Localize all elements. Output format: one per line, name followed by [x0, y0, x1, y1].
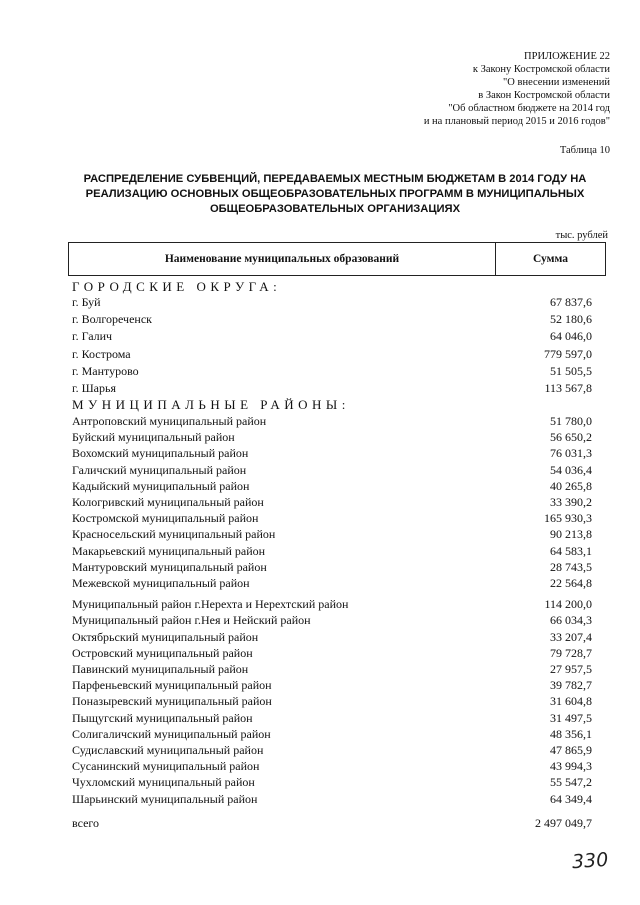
- municipality-name: Буйский муниципальный район: [72, 430, 235, 445]
- subsidy-amount: 76 031,3: [550, 446, 592, 461]
- municipality-name: Островский муниципальный район: [72, 645, 253, 660]
- table-row: [72, 429, 592, 445]
- municipality-name: Костромской муниципальный район: [72, 511, 259, 526]
- appendix-line: ПРИЛОЖЕНИЕ 22: [524, 51, 610, 62]
- page-number: 330: [571, 848, 609, 874]
- municipality-name: Октябрьский муниципальный район: [72, 629, 259, 644]
- table-row: [72, 311, 592, 327]
- subsidy-amount: 47 865,9: [550, 743, 592, 757]
- table-row: [72, 559, 592, 575]
- total-row: [72, 815, 592, 831]
- table-row: [72, 526, 592, 542]
- municipality-name: Мантуровский муниципальный район: [72, 559, 267, 574]
- table-row: [72, 462, 592, 478]
- appendix-line: "О внесении изменений: [503, 77, 610, 88]
- subsidy-amount: 67 837,6: [550, 295, 592, 309]
- subsidy-amount: 113 567,8: [544, 381, 592, 395]
- table-row: [72, 774, 592, 790]
- municipality-name: Красносельский муниципальный район: [72, 527, 276, 542]
- table-row: [72, 363, 592, 379]
- section-municipal-districts: МУНИЦИПАЛЬНЫЕ РАЙОНЫ:: [72, 397, 350, 412]
- table-row: [72, 677, 592, 693]
- subsidy-amount: 40 265,8: [550, 478, 592, 493]
- subsidy-amount: 165 930,3: [544, 511, 592, 526]
- total-label: всего: [72, 816, 100, 830]
- subsidy-amount: 48 356,1: [550, 726, 592, 741]
- subsidy-amount: 51 780,0: [550, 414, 592, 428]
- municipality-name: Антроповский муниципальный район: [72, 414, 267, 428]
- municipality-name: Солигаличский муниципальный район: [72, 726, 271, 741]
- subsidy-amount: 64 046,0: [550, 329, 592, 344]
- title-line: ОБЩЕОБРАЗОВАТЕЛЬНЫХ ОРГАНИЗАЦИЯХ: [209, 203, 461, 215]
- table-row: [72, 380, 592, 396]
- subsidy-amount: 54 036,4: [550, 462, 592, 477]
- subsidy-amount: 66 034,3: [550, 613, 592, 628]
- subsidy-amount: 51 505,5: [550, 363, 592, 378]
- table-row: [72, 494, 592, 510]
- subsidy-amount: 31 604,8: [550, 694, 592, 709]
- table-row: [72, 693, 592, 709]
- municipality-name: Кологривский муниципальный район: [72, 495, 264, 509]
- municipality-name: Муниципальный район г.Нерехта и Нерехтский район: [72, 597, 349, 612]
- table-row: [72, 328, 592, 344]
- subsidy-amount: 27 957,5: [550, 662, 592, 676]
- appendix-line: и на плановый период 2015 и 2016 годов": [423, 116, 610, 127]
- header-sum: Сумма: [533, 253, 568, 265]
- title-line: РАСПРЕДЕЛЕНИЕ СУБВЕНЦИЙ, ПЕРЕДАВАЕМЫХ МЕСТНЫМ БЮДЖЕТАМ В 2014 ГОДУ НА: [83, 173, 587, 185]
- subsidy-amount: 52 180,6: [550, 312, 592, 327]
- title-line: РЕАЛИЗАЦИЮ ОСНОВНЫХ ОБЩЕОБРАЗОВАТЕЛЬНЫХ ПРОГРАММ В МУНИЦИПАЛЬНЫХ: [85, 188, 585, 200]
- appendix-line: в Закон Костромской области: [478, 90, 610, 101]
- table-row: [72, 543, 592, 559]
- appendix-heading: [424, 50, 610, 128]
- table-row: [72, 612, 592, 628]
- municipality-name: Галичский муниципальный район: [72, 462, 247, 477]
- subsidy-amount: 22 564,8: [550, 576, 592, 590]
- subsidy-amount: 39 782,7: [550, 678, 592, 693]
- subsidy-amount: 79 728,7: [550, 645, 592, 660]
- municipality-name: г. Буй: [72, 295, 101, 309]
- municipality-name: г. Галич: [72, 329, 113, 344]
- municipality-name: Сусанинский муниципальный район: [72, 759, 260, 774]
- municipality-name: г. Волгореченск: [72, 312, 152, 327]
- municipality-name: г. Кострома: [72, 346, 131, 361]
- table-row: [72, 791, 592, 807]
- subsidy-amount: 33 207,4: [550, 629, 592, 644]
- municipality-name: Макарьевский муниципальный район: [72, 543, 266, 558]
- municipality-name: г. Шарья: [72, 381, 116, 395]
- municipality-name: Павинский муниципальный район: [72, 662, 249, 676]
- appendix-line: к Закону Костромской области: [472, 64, 610, 75]
- table-row: [72, 726, 592, 742]
- subsidy-amount: 64 583,1: [550, 543, 592, 558]
- total-value: 2 497 049,7: [535, 816, 592, 830]
- municipality-name: Пыщугский муниципальный район: [72, 710, 253, 725]
- municipality-name: Парфеньевский муниципальный район: [72, 678, 272, 693]
- municipality-name: Муниципальный район г.Нея и Нейский район: [72, 613, 311, 628]
- section-urban-districts: ГОРОДСКИЕ ОКРУГА:: [72, 279, 282, 294]
- municipality-name: Чухломский муниципальный район: [72, 775, 255, 790]
- municipality-name: Кадыйский муниципальный район: [72, 478, 250, 493]
- subsidy-amount: 55 547,2: [550, 775, 592, 790]
- document-title: [60, 172, 610, 217]
- appendix-line: "Об областном бюджете на 2014 год: [448, 103, 610, 114]
- subsidy-amount: 56 650,2: [550, 430, 592, 445]
- municipality-name: Межевской муниципальный район: [72, 576, 250, 590]
- table-row: [72, 510, 592, 526]
- table-row: [72, 575, 592, 591]
- table-row: [72, 645, 592, 661]
- table-row: [72, 596, 592, 612]
- subsidy-amount: 33 390,2: [550, 495, 592, 509]
- table-header: [68, 242, 606, 276]
- header-name: Наименование муниципальных образований: [69, 243, 496, 275]
- municipality-name: Шарьинский муниципальный район: [72, 791, 258, 806]
- subsidy-amount: 779 597,0: [544, 346, 592, 361]
- subsidy-amount: 90 213,8: [550, 527, 592, 542]
- table-row: [72, 742, 592, 758]
- municipality-name: Вохомский муниципальный район: [72, 446, 249, 461]
- table-row: [72, 710, 592, 726]
- table-row: [72, 629, 592, 645]
- subsidy-amount: 28 743,5: [550, 559, 592, 574]
- table-label: Таблица 10: [559, 145, 610, 156]
- municipality-name: Поназыревский муниципальный район: [72, 694, 272, 709]
- subsidy-amount: 31 497,5: [550, 710, 592, 725]
- table-row: [72, 294, 592, 310]
- municipality-name: Судиславский муниципальный район: [72, 743, 264, 757]
- subsidy-amount: 114 200,0: [544, 597, 592, 612]
- table-row: [72, 478, 592, 494]
- table-row: [72, 445, 592, 461]
- table-row: [72, 346, 592, 362]
- municipality-name: г. Мантурово: [72, 363, 139, 378]
- table-row: [72, 413, 592, 429]
- table-row: [72, 758, 592, 774]
- subsidy-amount: 43 994,3: [550, 759, 592, 774]
- subsidy-amount: 64 349,4: [550, 791, 592, 806]
- unit-label: тыс. рублей: [555, 230, 608, 241]
- table-row: [72, 661, 592, 677]
